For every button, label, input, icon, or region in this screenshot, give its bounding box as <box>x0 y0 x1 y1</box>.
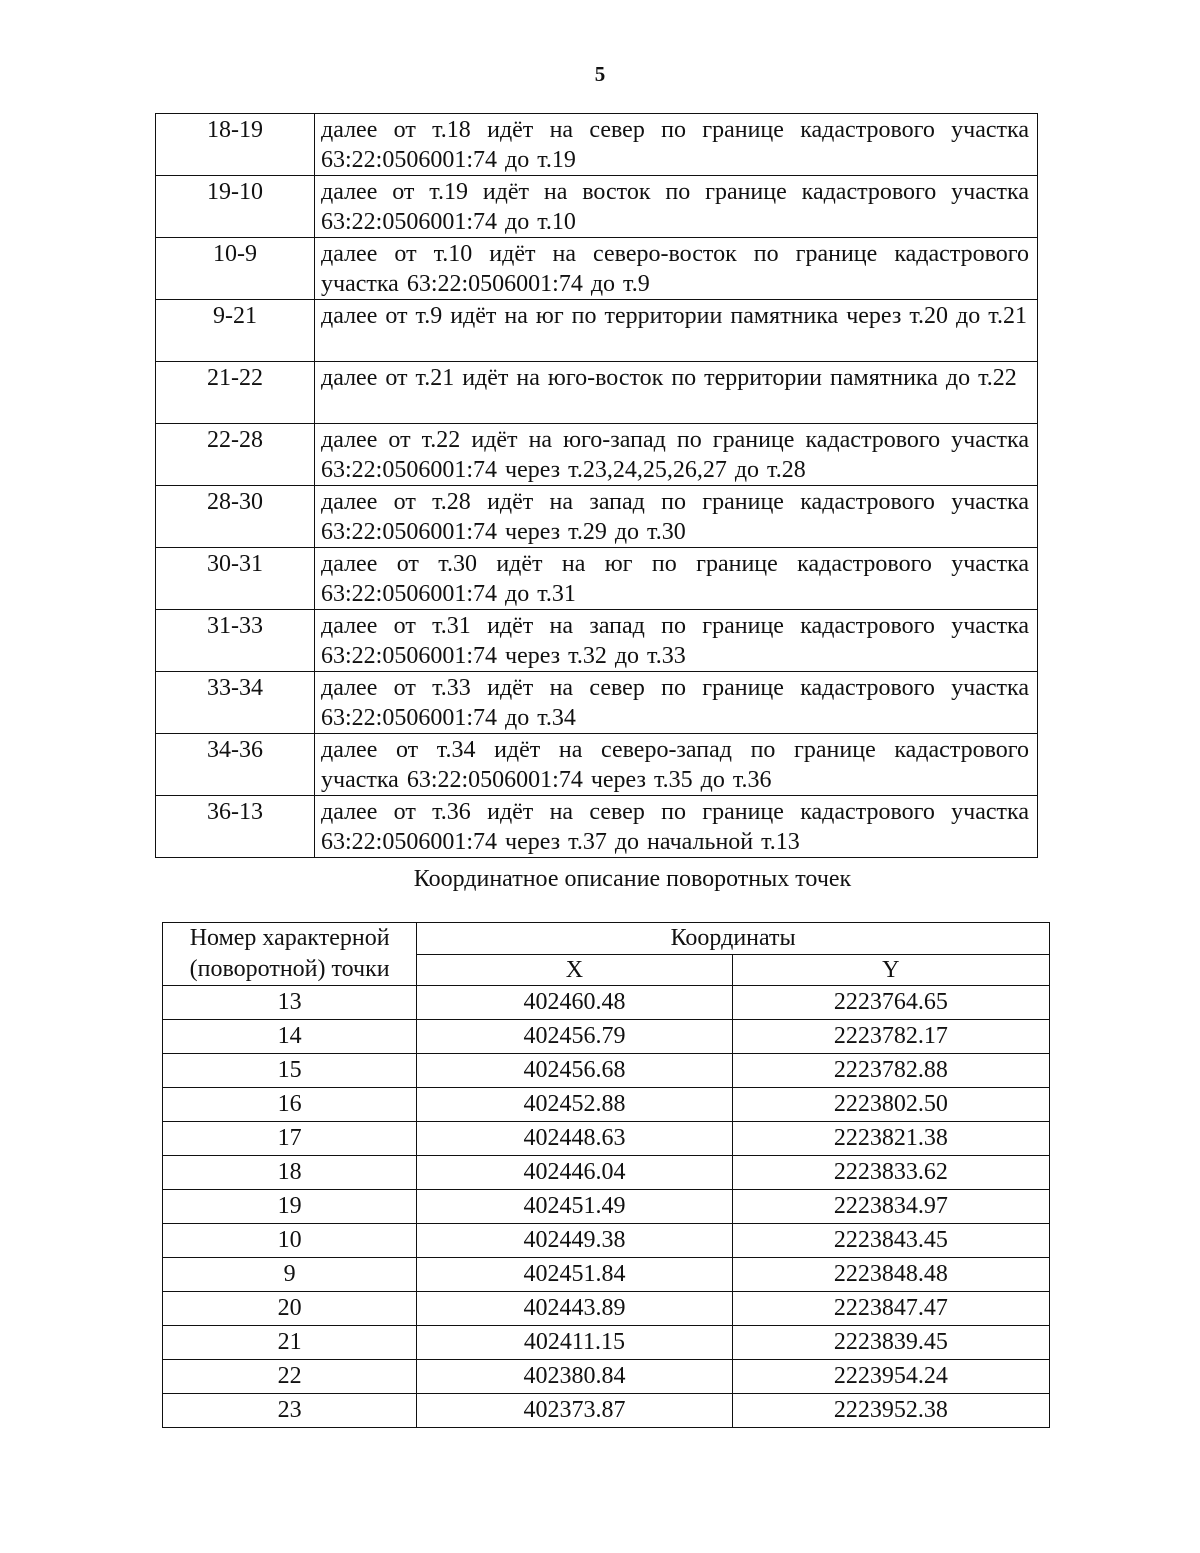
segment-description: далее от т.31 идёт на запад по границе кадастрового участка 63:22:0506001:74 через т.32 до т.33 <box>315 610 1038 672</box>
y-cell: 2223952.38 <box>732 1394 1049 1428</box>
point-number-cell: 22 <box>163 1360 417 1394</box>
point-number-cell: 19 <box>163 1190 417 1224</box>
table-row <box>163 1088 1050 1122</box>
table-row <box>156 734 1038 796</box>
table-row <box>163 1156 1050 1190</box>
y-cell: 2223843.45 <box>732 1224 1049 1258</box>
x-cell: 402446.04 <box>417 1156 732 1190</box>
x-header: X <box>417 955 732 986</box>
point-number-cell: 14 <box>163 1020 417 1054</box>
y-cell: 2223834.97 <box>732 1190 1049 1224</box>
table-row <box>163 1020 1050 1054</box>
x-cell: 402443.89 <box>417 1292 732 1326</box>
point-number-cell: 18 <box>163 1156 417 1190</box>
point-number-cell: 9 <box>163 1258 417 1292</box>
x-cell: 402460.48 <box>417 986 732 1020</box>
segment-cell: 28-30 <box>156 486 315 548</box>
y-cell: 2223782.88 <box>732 1054 1049 1088</box>
section-title: Координатное описание поворотных точек <box>413 866 852 892</box>
point-number-cell: 20 <box>163 1292 417 1326</box>
segment-cell: 22-28 <box>156 424 315 486</box>
x-cell: 402456.79 <box>417 1020 732 1054</box>
table-row <box>156 176 1038 238</box>
y-cell: 2223833.62 <box>732 1156 1049 1190</box>
segment-description: далее от т.36 идёт на север по границе кадастрового участка 63:22:0506001:74 через т.37 до начальной т.13 <box>315 796 1038 858</box>
table-row <box>163 1394 1050 1428</box>
table-row <box>163 1224 1050 1258</box>
y-cell: 2223839.45 <box>732 1326 1049 1360</box>
y-cell: 2223821.38 <box>732 1122 1049 1156</box>
table-row <box>156 238 1038 300</box>
table-row <box>163 986 1050 1020</box>
table-row <box>163 1122 1050 1156</box>
point-number-cell: 17 <box>163 1122 417 1156</box>
table-header-row <box>163 923 1050 955</box>
segment-description: далее от т.28 идёт на запад по границе кадастрового участка 63:22:0506001:74 через т.29 до т.30 <box>315 486 1038 548</box>
y-cell: 2223848.48 <box>732 1258 1049 1292</box>
y-cell: 2223782.17 <box>732 1020 1049 1054</box>
point-number-header-line2: (поворотной) точки <box>189 956 390 982</box>
segment-cell: 34-36 <box>156 734 315 796</box>
point-number-cell: 16 <box>163 1088 417 1122</box>
page-number: 5 <box>594 62 606 86</box>
segment-description: далее от т.18 идёт на север по границе кадастрового участка 63:22:0506001:74 до т.19 <box>315 114 1038 176</box>
table-row <box>163 1190 1050 1224</box>
x-cell: 402380.84 <box>417 1360 732 1394</box>
segment-description: далее от т.21 идёт на юго-восток по территории памятника до т.22 <box>315 362 1038 424</box>
segment-description: далее от т.34 идёт на северо-запад по границе кадастрового участка 63:22:0506001:74 через т.35 до т.36 <box>315 734 1038 796</box>
table-row <box>163 1258 1050 1292</box>
segment-cell: 9-21 <box>156 300 315 362</box>
segment-cell: 30-31 <box>156 548 315 610</box>
x-cell: 402448.63 <box>417 1122 732 1156</box>
table-row <box>156 362 1038 424</box>
table-row <box>156 300 1038 362</box>
table-row <box>163 1360 1050 1394</box>
table-row <box>156 548 1038 610</box>
point-number-cell: 23 <box>163 1394 417 1428</box>
point-number-cell: 15 <box>163 1054 417 1088</box>
segment-description: далее от т.9 идёт на юг по территории памятника через т.20 до т.21 <box>315 300 1038 362</box>
segment-cell: 10-9 <box>156 238 315 300</box>
segment-description: далее от т.30 идёт на юг по границе кадастрового участка 63:22:0506001:74 до т.31 <box>315 548 1038 610</box>
y-cell: 2223954.24 <box>732 1360 1049 1394</box>
segment-cell: 18-19 <box>156 114 315 176</box>
segment-cell: 31-33 <box>156 610 315 672</box>
x-cell: 402449.38 <box>417 1224 732 1258</box>
segment-cell: 33-34 <box>156 672 315 734</box>
x-cell: 402451.84 <box>417 1258 732 1292</box>
table-row <box>156 424 1038 486</box>
x-cell: 402456.68 <box>417 1054 732 1088</box>
y-cell: 2223802.50 <box>732 1088 1049 1122</box>
segment-cell: 21-22 <box>156 362 315 424</box>
point-number-cell: 21 <box>163 1326 417 1360</box>
boundary-segments-table <box>155 113 1038 858</box>
x-cell: 402373.87 <box>417 1394 732 1428</box>
table-row <box>156 672 1038 734</box>
x-cell: 402411.15 <box>417 1326 732 1360</box>
table-row <box>163 1292 1050 1326</box>
y-cell: 2223847.47 <box>732 1292 1049 1326</box>
x-cell: 402452.88 <box>417 1088 732 1122</box>
segment-description: далее от т.22 идёт на юго-запад по границе кадастрового участка 63:22:0506001:74 через т.23,24,25,26,27 до т.28 <box>315 424 1038 486</box>
y-header: Y <box>732 955 1049 986</box>
segment-cell: 36-13 <box>156 796 315 858</box>
coordinates-header: Координаты <box>417 923 1050 955</box>
table-row <box>163 1054 1050 1088</box>
point-number-cell: 13 <box>163 986 417 1020</box>
x-cell: 402451.49 <box>417 1190 732 1224</box>
table-row <box>156 796 1038 858</box>
y-cell: 2223764.65 <box>732 986 1049 1020</box>
point-number-header <box>163 923 417 986</box>
point-number-header-line1: Номер характерной <box>189 925 390 951</box>
table-row <box>156 610 1038 672</box>
segment-description: далее от т.19 идёт на восток по границе кадастрового участка 63:22:0506001:74 до т.10 <box>315 176 1038 238</box>
table-row <box>156 114 1038 176</box>
segment-cell: 19-10 <box>156 176 315 238</box>
table-row <box>163 1326 1050 1360</box>
coordinates-table <box>162 922 1050 1428</box>
segment-description: далее от т.10 идёт на северо-восток по границе кадастрового участка 63:22:0506001:74 до т.9 <box>315 238 1038 300</box>
point-number-cell: 10 <box>163 1224 417 1258</box>
segment-description: далее от т.33 идёт на север по границе кадастрового участка 63:22:0506001:74 до т.34 <box>315 672 1038 734</box>
table-row <box>156 486 1038 548</box>
